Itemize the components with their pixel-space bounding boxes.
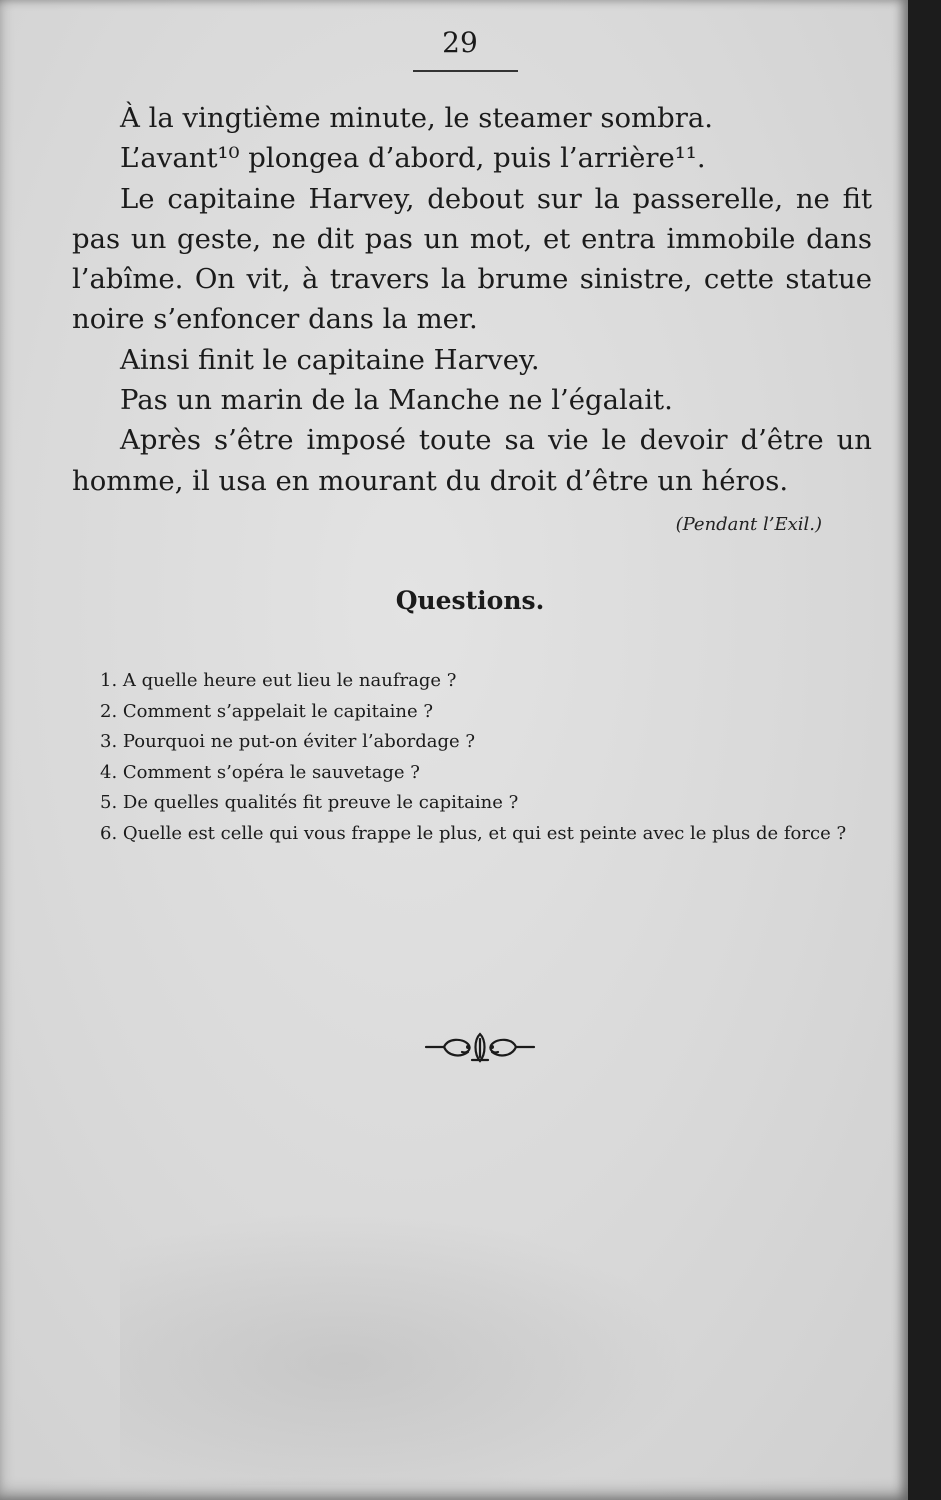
paragraph: Après s’être imposé toute sa vie le devoir d’être un homme, il usa en mourant du droit d’être un héros.: [72, 424, 872, 497]
page-number: 29: [442, 26, 478, 59]
fleuron-ornament-icon: [424, 1030, 536, 1069]
paragraph: Pas un marin de la Manche ne l’égalait.: [120, 384, 673, 417]
page-number-rule: [413, 70, 518, 72]
source-reference: (Pendant l’Exil.): [675, 514, 822, 535]
paragraph: Le capitaine Harvey, debout sur la passerelle, ne fit pas un geste, ne dit pas un mot, et entra immobile dans l’abîme. On vit, à travers la brume sinistre, cette statue noire s’enfoncer dans la mer.: [72, 182, 872, 336]
body-text: [72, 98, 872, 501]
questions-heading: Questions.: [395, 586, 545, 615]
question-list: [78, 666, 878, 849]
question-item: 3. Pourquoi ne put-on éviter l’abordage ?: [100, 731, 476, 752]
question-item: 1. A quelle heure eut lieu le naufrage ?: [100, 670, 457, 691]
question-item: 5. De quelles qualités fit preuve le capitaine ?: [100, 792, 519, 813]
water-stain: [120, 1215, 680, 1485]
paragraph: À la vingtième minute, le steamer sombra.: [120, 102, 714, 134]
paragraph: L’avant¹⁰ plongea d’abord, puis l’arrière¹¹.: [120, 142, 706, 175]
paragraph: Ainsi finit le capitaine Harvey.: [120, 343, 540, 376]
question-item: 6. Quelle est celle qui vous frappe le plus, et qui est peinte avec le plus de force ?: [100, 822, 847, 844]
question-item: 4. Comment s’opéra le sauvetage ?: [100, 761, 420, 783]
question-item: 2. Comment s’appelait le capitaine ?: [100, 700, 433, 722]
